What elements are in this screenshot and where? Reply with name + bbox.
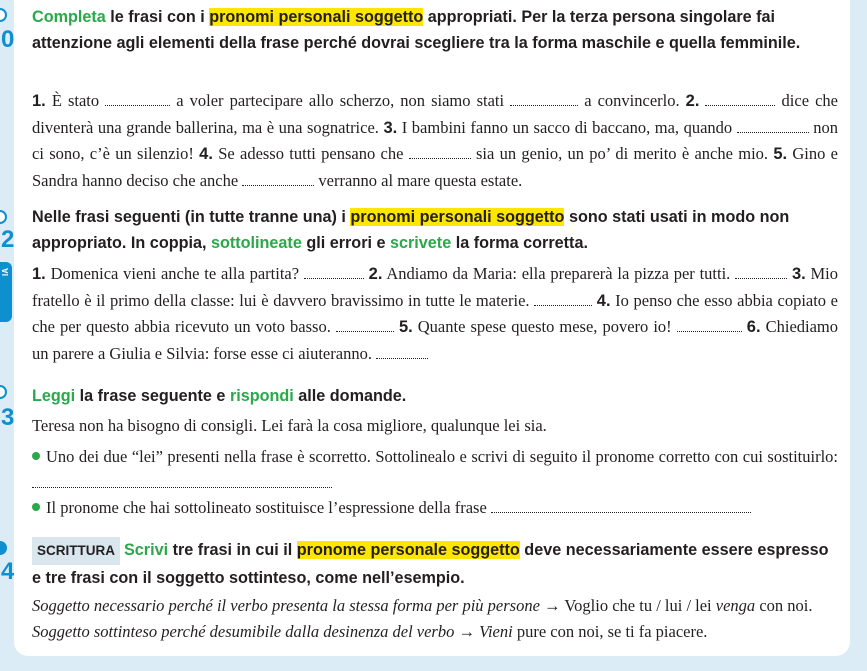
exercise-3-question-1: [32, 444, 838, 495]
instr-text: la frase seguente e: [75, 387, 230, 405]
verb-write: scrivete: [390, 234, 452, 252]
answer-blank[interactable]: [534, 292, 592, 306]
answer-blank[interactable]: [409, 145, 471, 159]
item-number: 2.: [685, 92, 700, 110]
bullet-icon: [32, 452, 40, 460]
exercise-number-2: 2: [1, 226, 15, 253]
item-number: 2.: [368, 265, 383, 283]
exercise-0-instructions: [32, 4, 837, 56]
exercise-4-instructions: [32, 537, 837, 591]
highlight-text: pronomi personali soggetto: [209, 8, 424, 26]
item-number: 5.: [398, 318, 413, 336]
answer-blank[interactable]: [304, 265, 364, 279]
highlight-text: pronomi personali soggetto: [350, 208, 565, 226]
instr-text: Nelle frasi seguenti (in tutte tranne una) i: [32, 208, 351, 226]
exercise-4-example-1: [32, 593, 838, 619]
instr-text: gli errori e: [301, 234, 390, 252]
answer-blank[interactable]: [737, 119, 809, 133]
exercise-3-question-2: [32, 495, 838, 521]
answer-blank[interactable]: [32, 474, 332, 488]
sentence-text: Andiamo da Maria: ella preparerà la pizza per tutti.: [382, 264, 736, 283]
sentence-text: Domenica vieni anche te alla partita?: [45, 264, 304, 283]
exercise-number-3: 3: [1, 404, 15, 431]
exercise-2-text: [32, 261, 838, 366]
exercise-number-4: 4: [1, 558, 15, 585]
answer-blank[interactable]: [336, 318, 394, 332]
instr-text: sono stati usati in modo non appropriato. In coppia,: [32, 208, 790, 252]
verb-write: Scrivi: [124, 541, 169, 559]
verb-answer: rispondi: [229, 387, 294, 405]
item-number: 3.: [383, 118, 398, 137]
sentence-text: sia un genio, un po’ di merito è anche mio.: [470, 144, 774, 163]
sentence-text: Io penso che esso abbia copiato e che per questo abbia ricevuto un voto basso.: [32, 290, 838, 336]
sentence-text: Chiediamo un parere a Giulia e Silvia: forse esse ci aiuteranno.: [32, 317, 839, 363]
ai-tab-label: IA: [1, 268, 10, 276]
item-number: 1.: [32, 265, 46, 283]
answer-blank[interactable]: [510, 92, 578, 106]
instr-text: tre frasi in cui il: [168, 541, 297, 559]
sentence-text: Mio fratello è il primo della classe: lui è davvero bravissimo in tutte le materie.: [32, 264, 839, 310]
instr-text: la forma corretta.: [451, 234, 588, 252]
example-text: con noi.: [755, 596, 813, 615]
example-label: Soggetto necessario perché il verbo presenta la stessa forma per più persone: [32, 596, 540, 615]
instr-text: le frasi con i: [105, 8, 210, 26]
item-number: 5.: [773, 145, 788, 163]
item-number: 3.: [791, 265, 806, 283]
item-number: 1.: [32, 92, 46, 110]
item-number: 6.: [746, 318, 761, 336]
arrow-icon: →: [454, 622, 480, 641]
sentence-text: a voler partecipare allo scherzo, non siamo stati: [170, 91, 511, 110]
example-text: pure con noi, se ti fa piacere.: [512, 622, 708, 641]
example-label: Soggetto sottinteso perché desumibile dalla desinenza del verbo: [32, 622, 455, 641]
highlight-text: pronome personale soggetto: [296, 541, 520, 559]
sentence-text: Se adesso tutti pensano che: [212, 144, 409, 163]
bullet-icon: [32, 503, 40, 511]
instr-text: appropriati. Per la terza persona singolare fai attenzione agli elementi della frase perché dovrai scegliere tra la forma maschile e quella femminile.: [32, 8, 801, 52]
exercise-3-sentence: Teresa non ha bisogno di consigli. Lei farà la cosa migliore, qualunque lei sia.: [32, 416, 547, 435]
sentence-text: Gino e Sandra hanno deciso che anche: [32, 144, 839, 190]
item-number: 4.: [596, 291, 611, 310]
example-text: Voglio che tu / lui / lei: [564, 596, 716, 615]
sentence-text: I bambini fanno un sacco di baccano, ma, quando: [397, 117, 737, 137]
instr-text: deve necessariamente essere espresso e tre frasi con il soggetto sottinteso, come nell’esempio.: [32, 541, 829, 587]
exercise-3-instructions: [32, 383, 837, 409]
verb-read: Leggi: [32, 387, 76, 405]
ai-tab: [0, 262, 12, 322]
verb-complete: Completa: [32, 8, 106, 26]
arrow-icon: →: [539, 596, 565, 615]
answer-blank[interactable]: [735, 265, 787, 279]
example-verb: Vieni: [479, 622, 513, 641]
exercise-0-text: [32, 88, 838, 193]
exercise-2-instructions: [32, 204, 837, 256]
sentence-text: È stato: [45, 91, 106, 110]
example-verb: venga: [715, 596, 756, 615]
answer-blank[interactable]: [491, 499, 751, 513]
writing-badge: SCRITTURA: [32, 537, 120, 565]
exercise-4-example-2: [32, 619, 838, 645]
answer-blank[interactable]: [105, 92, 170, 106]
answer-blank[interactable]: [705, 92, 775, 106]
question-text: Uno dei due “lei” presenti nella frase è scorretto. Sottolinealo e scrivi di seguito il pronome corretto con cui sostituirlo:: [46, 447, 838, 466]
verb-underline: sottolineate: [210, 234, 302, 252]
sentence-text: non ci sono, c’è un silenzio!: [32, 117, 839, 163]
item-number: 4.: [199, 145, 213, 163]
instr-text: alle domande.: [293, 387, 407, 405]
answer-blank[interactable]: [376, 345, 428, 359]
answer-blank[interactable]: [242, 172, 314, 186]
sentence-text: Quante spese questo mese, povero io!: [412, 317, 677, 336]
answer-blank[interactable]: [677, 318, 742, 332]
sentence-text: a convincerlo.: [578, 91, 686, 110]
exercise-number-0: 0: [1, 26, 15, 53]
sentence-text: verranno al mare questa estate.: [314, 170, 523, 190]
question-text: Il pronome che hai sottolineato sostituisce l’espressione della frase: [46, 498, 491, 517]
sentence-text: dice che diventerà una grande ballerina, ma è una sognatrice.: [32, 91, 838, 137]
